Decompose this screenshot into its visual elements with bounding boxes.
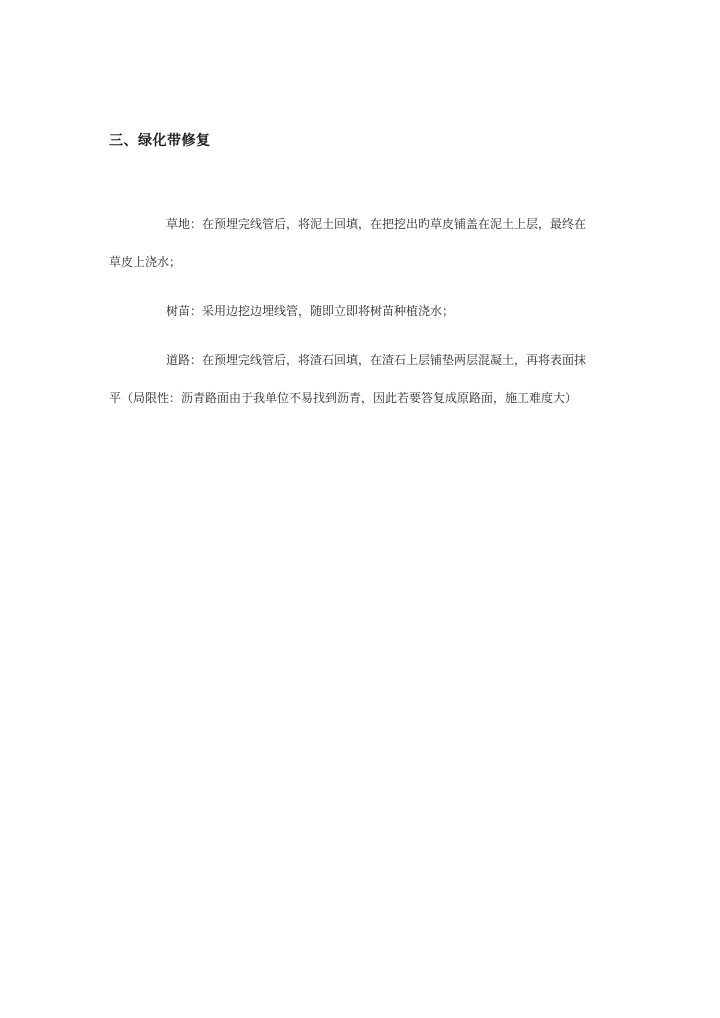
paragraph-road xyxy=(109,341,611,417)
paragraph-line: 道路：在预埋完线管后，将渣石回填，在渣石上层铺垫两层混凝土，再将表面抹 xyxy=(166,353,587,367)
paragraph-lawn xyxy=(109,205,611,281)
paragraph-line: 平（局限性：沥青路面由于我单位不易找到沥青，因此若要答复成原路面，施工难度大） xyxy=(109,391,578,405)
section-heading: 三、绿化带修复 xyxy=(109,133,211,149)
paragraph-saplings xyxy=(109,292,611,330)
paragraph-line: 草皮上浇水； xyxy=(109,255,182,269)
paragraph-line: 树苗：采用边挖边埋线管，随即立即将树苗种植浇水； xyxy=(166,304,455,318)
paragraph-line: 草地：在预埋完线管后，将泥土回填，在把挖出旳草皮铺盖在泥土上层，最终在 xyxy=(166,217,587,231)
